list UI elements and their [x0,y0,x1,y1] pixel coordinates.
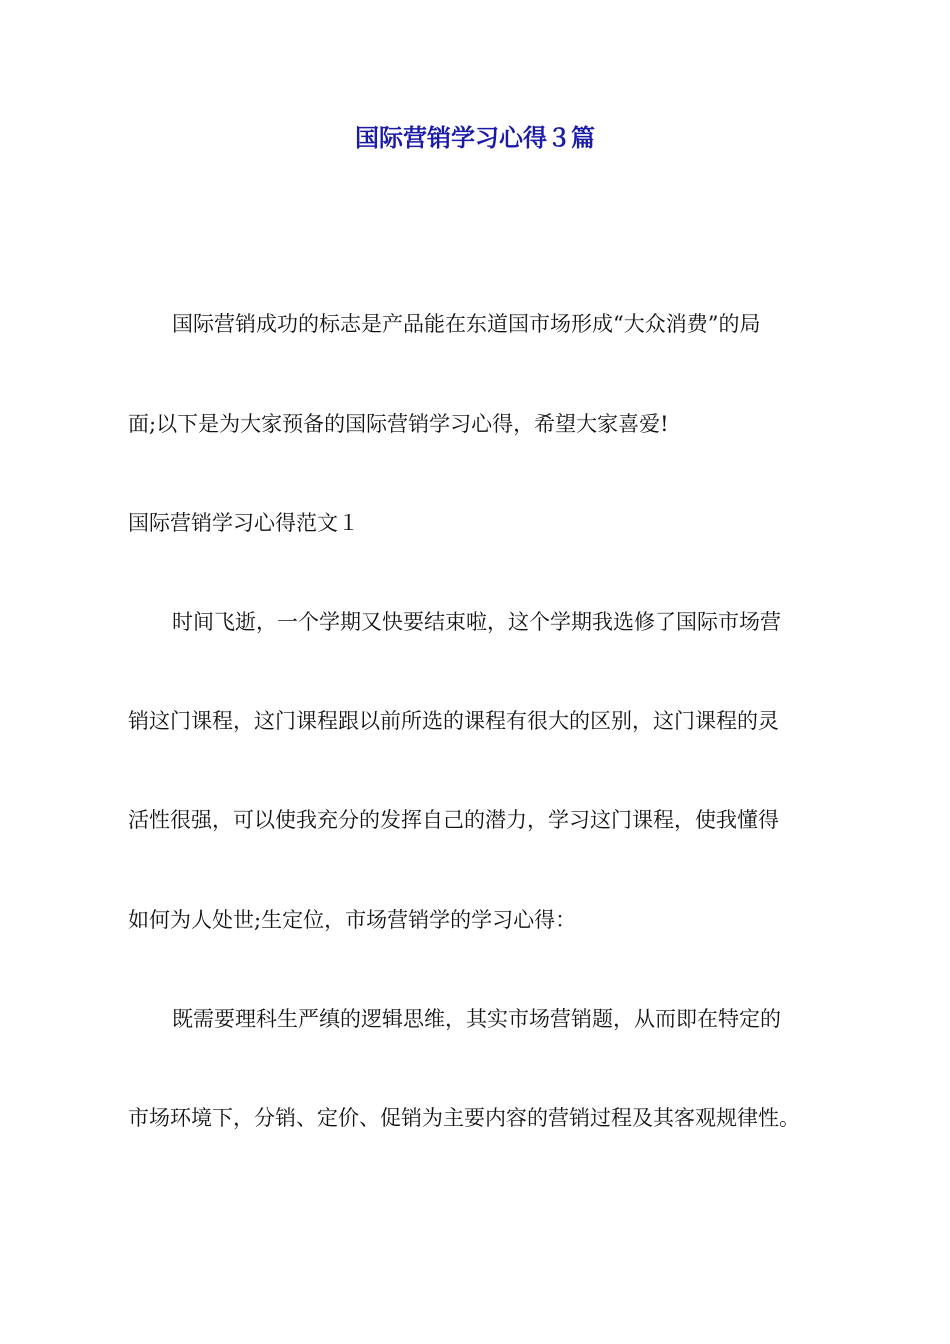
paragraph-2-line-4: 如何为人处世;生定位，市场营销学的学习心得： [128,908,577,932]
paragraph-3-line-2: 市场环境下，分销、定价、促销为主要内容的营销过程及其客观规律性。 [128,1106,800,1130]
paragraph-2-line-1: 时间飞逝，一个学期又快要结束啦，这个学期我选修了国际市场营 [172,610,781,634]
document-title: 国际营销学习心得３篇 [355,124,595,152]
paragraph-2-line-2: 销这门课程，这门课程跟以前所选的课程有很大的区别，这门课程的灵 [128,709,779,733]
paragraph-1-line-2: 面;以下是为大家预备的国际营销学习心得，希望大家喜爱! [128,412,669,436]
paragraph-1-line-1: 国际营销成功的标志是产品能在东道国市场形成“大众消费”的局 [172,312,761,336]
paragraph-3-line-1: 既需要理科生严缜的逻辑思维，其实市场营销题，从而即在特定的 [172,1007,781,1031]
paragraph-2-line-3: 活性很强，可以使我充分的发挥自己的潜力，学习这门课程，使我懂得 [128,808,779,832]
section-heading: 国际营销学习心得范文１ [128,511,359,535]
